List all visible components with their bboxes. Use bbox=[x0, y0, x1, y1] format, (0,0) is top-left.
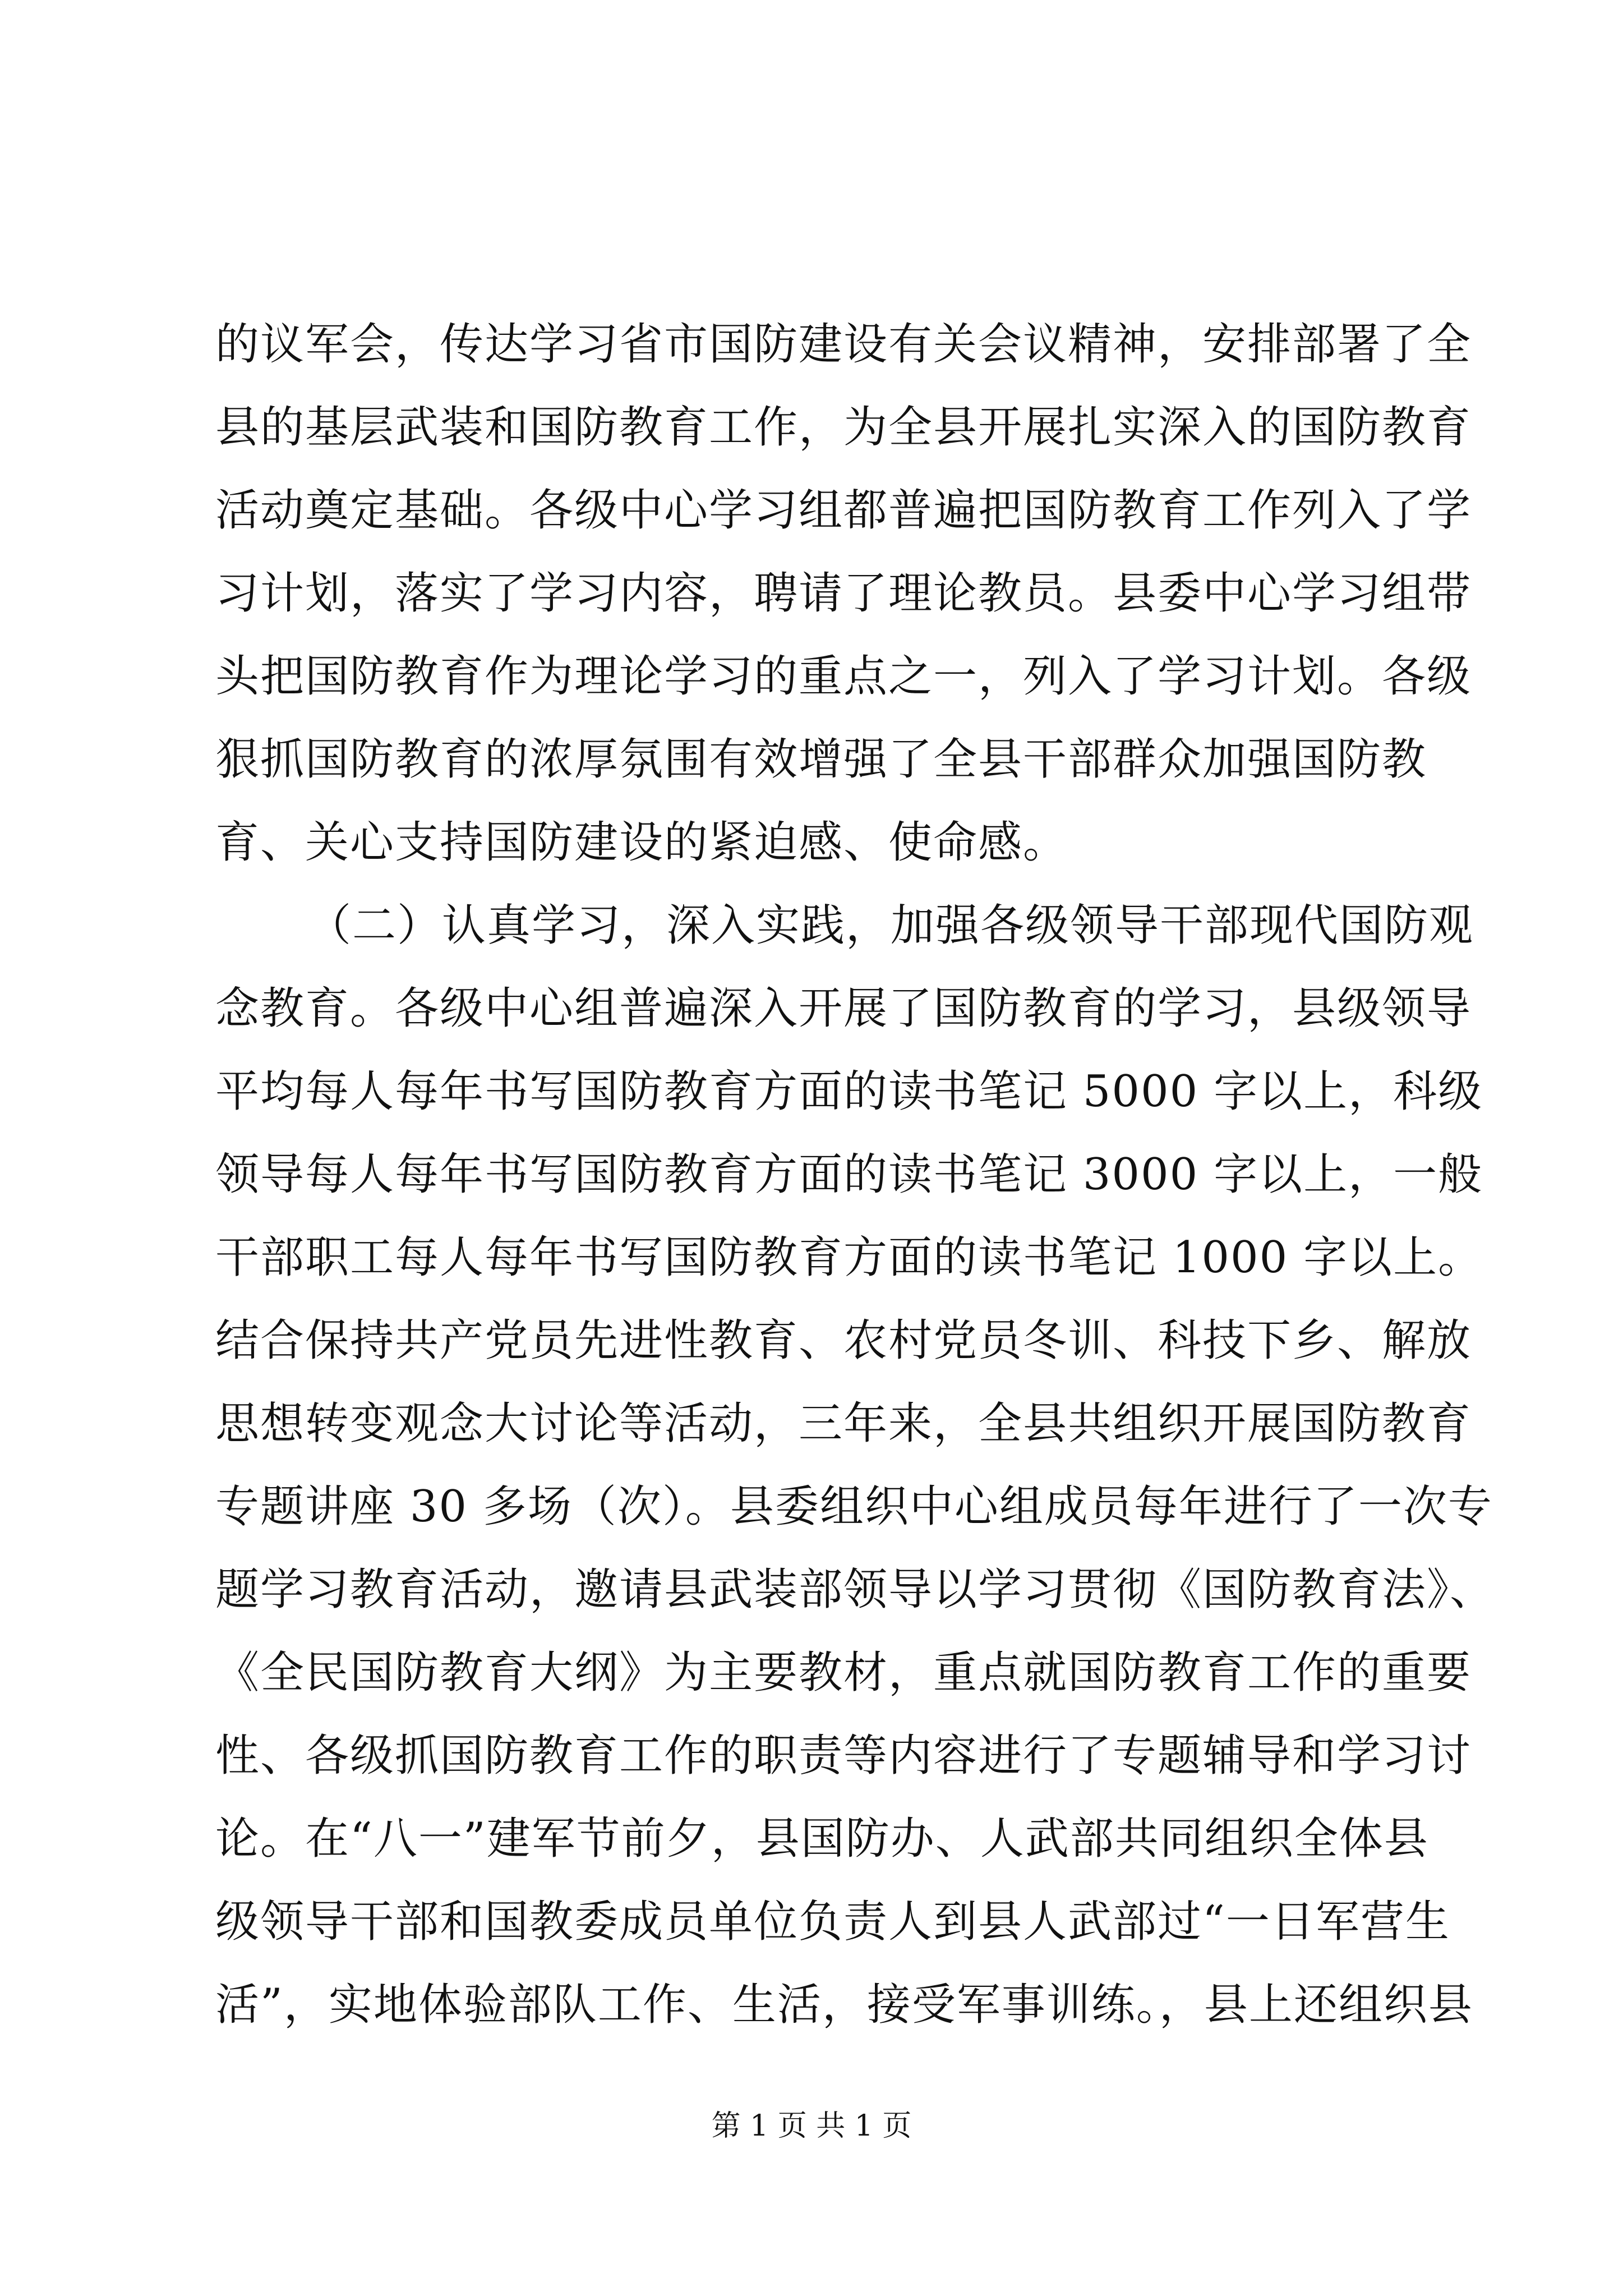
text-line: 狠抓国防教育的浓厚氛围有效增强了全县干部群众加强国防教 bbox=[215, 734, 1427, 785]
text-line: 平均每人每年书写国防教育方面的读书笔记 5000 字以上，科级 bbox=[215, 1066, 1483, 1117]
text-line: 干部职工每人每年书写国防教育方面的读书笔记 1000 字以上。 bbox=[215, 1232, 1483, 1283]
text-line: 的议军会，传达学习省市国防建设有关会议精神，安排部署了全 bbox=[215, 319, 1472, 370]
text-line: 领导每人每年书写国防教育方面的读书笔记 3000 字以上，一般 bbox=[215, 1149, 1483, 1200]
text-line: 思想转变观念大讨论等活动，三年来，全县共组织开展国防教育 bbox=[215, 1398, 1472, 1449]
text-line: 《全民国防教育大纲》为主要教材，重点就国防教育工作的重要 bbox=[215, 1648, 1472, 1698]
text-line: 级领导干部和国教委成员单位负责人到县人武部过“一日军营生 bbox=[215, 1897, 1450, 1947]
section-heading-line: （二）认真学习，深入实践，加强各级领导干部现代国防观 bbox=[307, 900, 1474, 951]
text-line: 育、关心支持国防建设的紧迫感、使命感。 bbox=[215, 817, 1068, 868]
body-text bbox=[215, 303, 1495, 2046]
text-line: 县的基层武装和国防教育工作，为全县开展扎实深入的国防教育 bbox=[215, 402, 1472, 453]
page-footer: 第 1 页 共 1 页 bbox=[711, 2109, 912, 2143]
text-line: 习计划，落实了学习内容，聘请了理论教员。县委中心学习组带 bbox=[215, 568, 1472, 619]
text-line: 活”，实地体验部队工作、生活，接受军事训练。，县上还组织县 bbox=[215, 1980, 1473, 2030]
text-line: 活动奠定基础。各级中心学习组都普遍把国防教育工作列入了学 bbox=[215, 485, 1472, 536]
text-line: 题学习教育活动，邀请县武装部领导以学习贯彻《国防教育法》、 bbox=[215, 1565, 1495, 1615]
text-line: 念教育。各级中心组普遍深入开展了国防教育的学习，县级领导 bbox=[215, 983, 1472, 1034]
text-line: 论。在“八一”建军节前夕，县国防办、人武部共同组织全体县 bbox=[215, 1814, 1429, 1864]
text-line: 头把国防教育作为理论学习的重点之一，列入了学习计划。各级 bbox=[215, 651, 1472, 702]
text-line: 结合保持共产党员先进性教育、农村党员冬训、科技下乡、解放 bbox=[215, 1315, 1472, 1366]
text-line: 性、各级抓国防教育工作的职责等内容进行了专题辅导和学习讨 bbox=[215, 1731, 1472, 1781]
text-line: 专题讲座 30 多场（次）。县委组织中心组成员每年进行了一次专 bbox=[215, 1481, 1493, 1532]
